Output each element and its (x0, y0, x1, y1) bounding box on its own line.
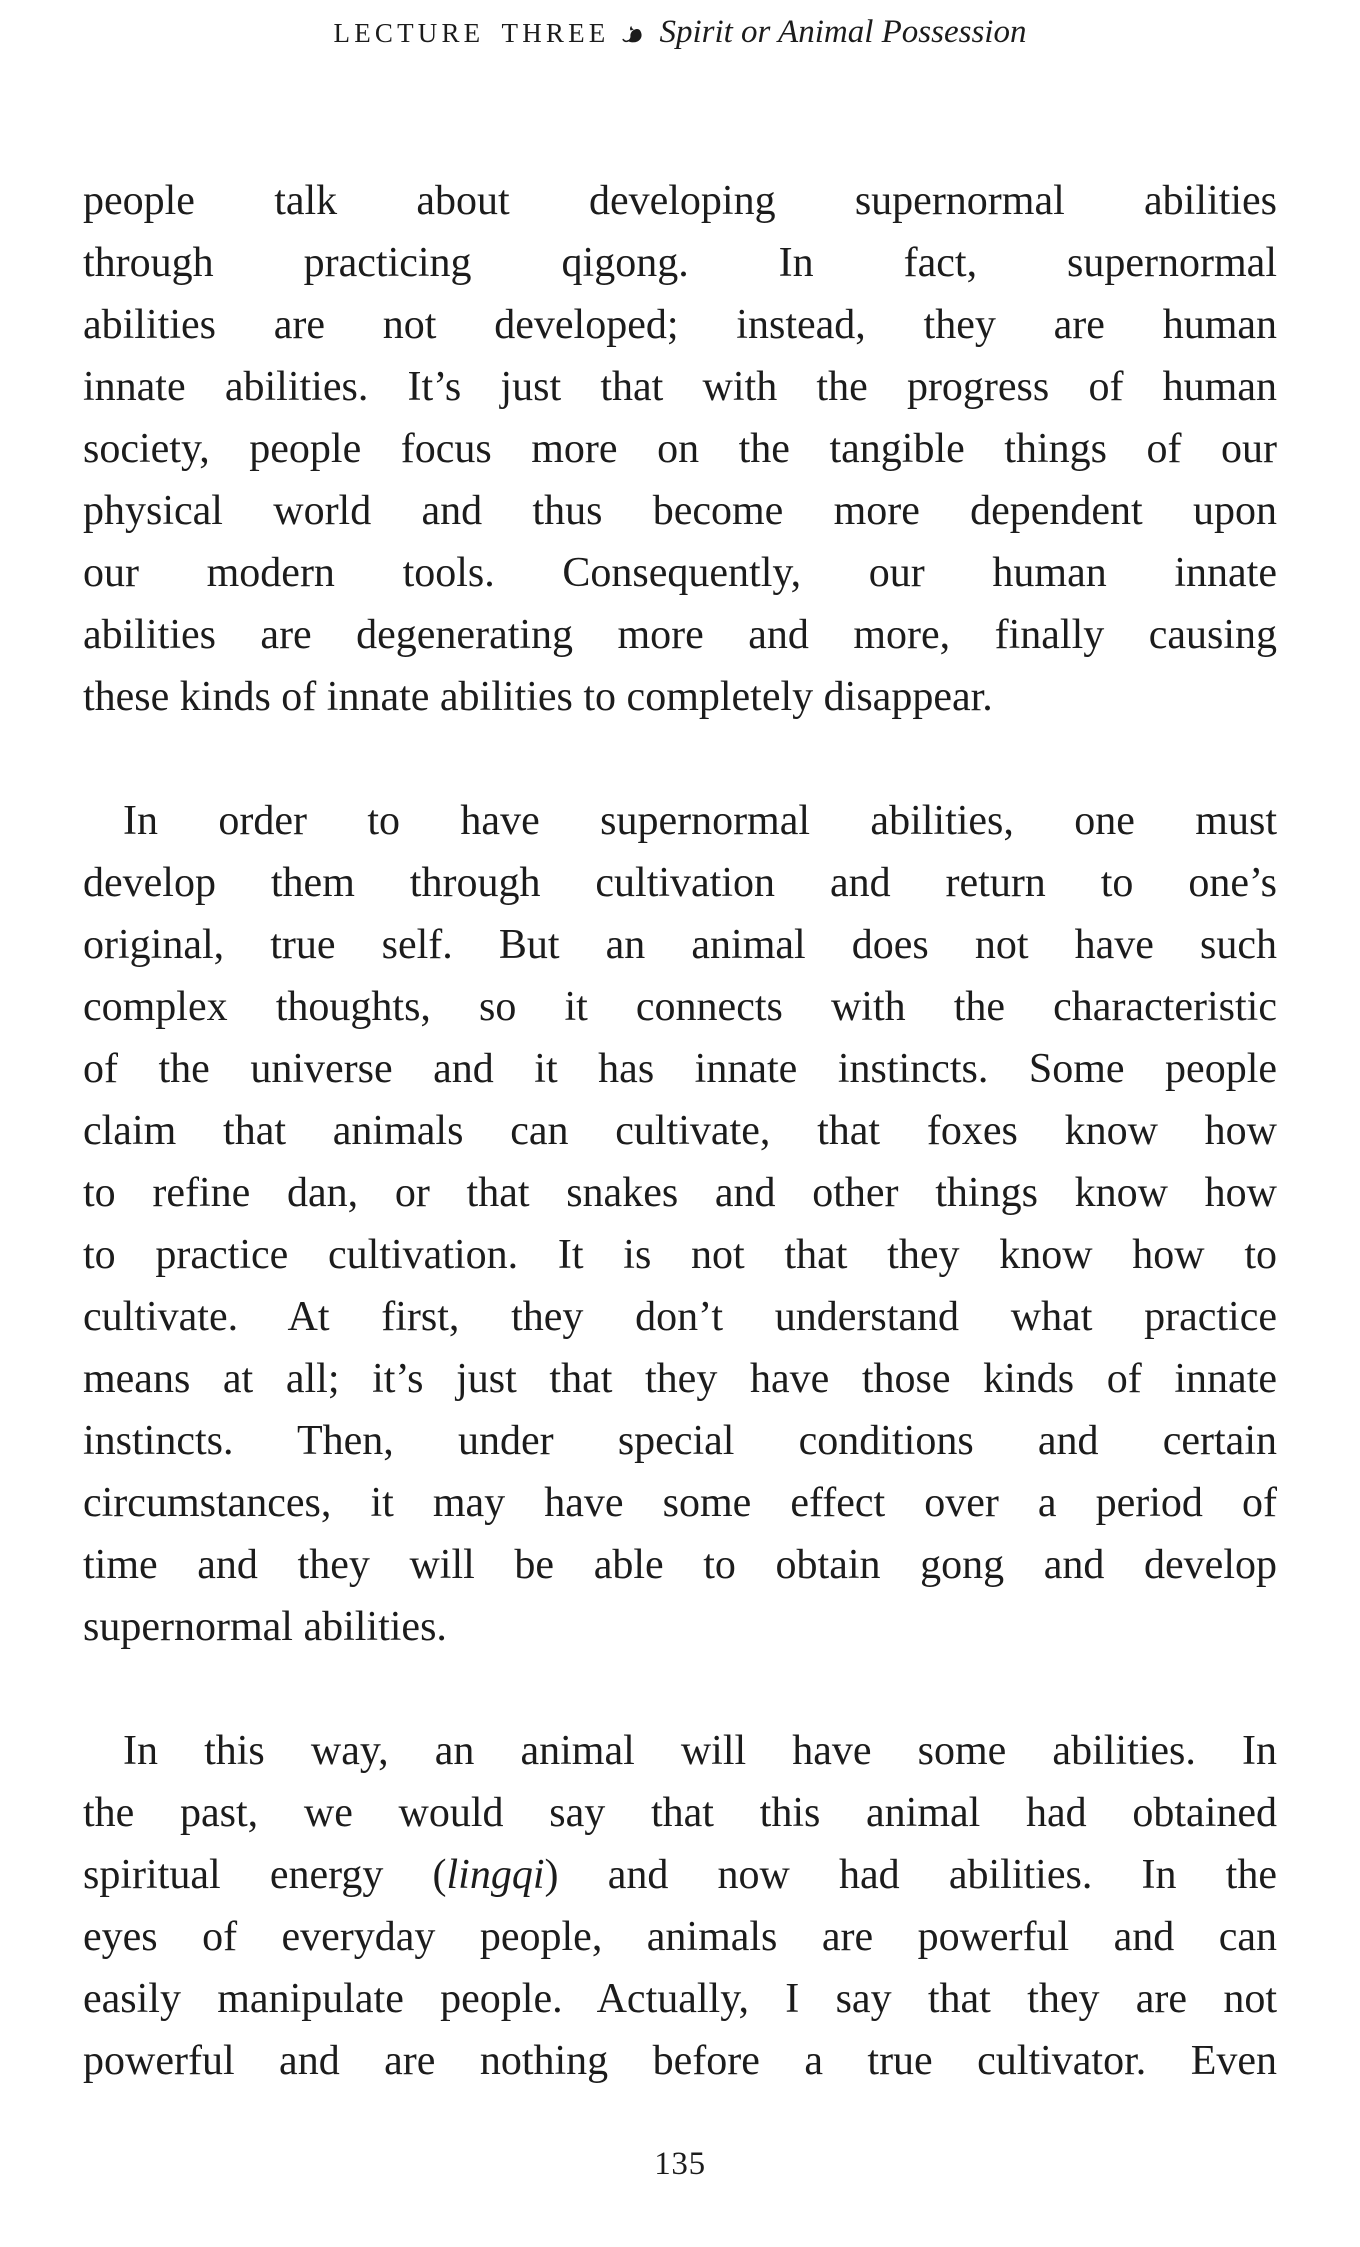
text-line: these kinds of innate abilities to completely disappear. (83, 674, 993, 720)
text-line: our modern tools. Consequently, our human innate (83, 550, 1277, 596)
paragraph (83, 1720, 1277, 2092)
text-line: claim that animals can cultivate, that foxes know how (83, 1108, 1277, 1154)
text-line: innate abilities. It’s just that with the progress of human (83, 364, 1277, 410)
chapter-title: Spirit or Animal Possession (659, 14, 1027, 50)
text-line: easily manipulate people. Actually, I say that they are not (83, 1976, 1277, 2022)
text-line: instincts. Then, under special conditions and certain (83, 1418, 1277, 1464)
text-line: abilities are degenerating more and more, finally causing (83, 612, 1277, 658)
lecture-label: LECTURE THREE (333, 18, 610, 48)
text-line: to practice cultivation. It is not that they know how to (83, 1232, 1277, 1278)
body-text (83, 170, 1277, 2092)
text-line: of the universe and it has innate instincts. Some people (83, 1046, 1277, 1092)
text-line: through practicing qigong. In fact, supernormal (83, 240, 1277, 286)
italic-term: lingqi (446, 1852, 545, 1898)
text-line: In order to have supernormal abilities, one must (123, 798, 1277, 844)
text-line: powerful and are nothing before a true cultivator. Even (83, 2038, 1277, 2084)
text-line: supernormal abilities. (83, 1604, 447, 1650)
text-line: time and they will be able to obtain gong and develop (83, 1542, 1277, 1588)
text-line: develop them through cultivation and return to one’s (83, 860, 1277, 906)
text-line: abilities are not developed; instead, they are human (83, 302, 1277, 348)
paragraph (83, 170, 1277, 728)
page-number: 135 (654, 2146, 706, 2182)
page-footer (0, 2146, 1360, 2183)
text-line: society, people focus more on the tangible things of our (83, 426, 1277, 472)
text-line: In this way, an animal will have some abilities. In (123, 1728, 1277, 1774)
text-segment: ) and now had abilities. In the (544, 1852, 1277, 1898)
running-header (0, 14, 1360, 52)
text-segment: spiritual energy ( (83, 1852, 447, 1898)
text-line: to refine dan, or that snakes and other things know how (83, 1170, 1277, 1216)
text-line: circumstances, it may have some effect over a period of (83, 1480, 1277, 1526)
text-line: the past, we would say that this animal had obtained (83, 1790, 1277, 1836)
text-line: cultivate. At first, they don’t understand what practice (83, 1294, 1277, 1340)
paragraph (83, 790, 1277, 1658)
text-line (83, 1844, 1277, 1906)
text-line: physical world and thus become more dependent upon (83, 488, 1277, 534)
text-line: original, true self. But an animal does not have such (83, 922, 1277, 968)
text-line: people talk about developing supernormal abilities (83, 178, 1277, 224)
text-line: eyes of everyday people, animals are powerful and can (83, 1914, 1277, 1960)
text-line: complex thoughts, so it connects with the characteristic (83, 984, 1277, 1030)
text-line: means at all; it’s just that they have those kinds of innate (83, 1356, 1277, 1402)
hedera-ornament-icon (619, 21, 645, 52)
